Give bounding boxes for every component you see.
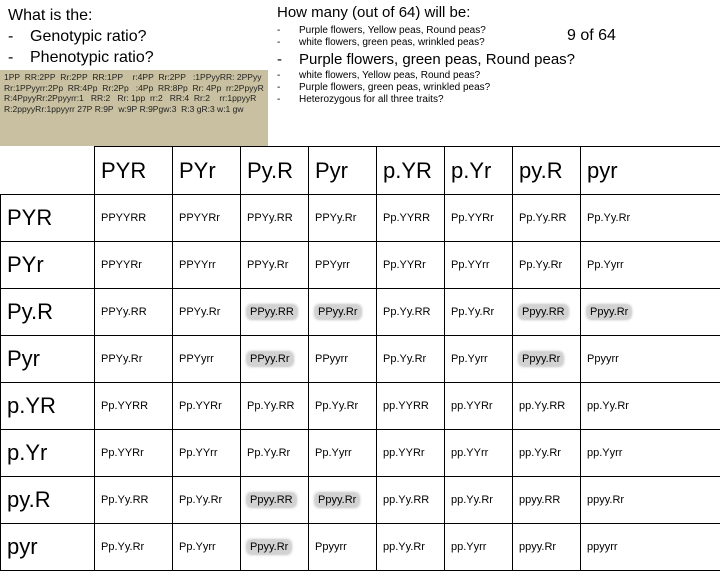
genotype-cell xyxy=(309,289,377,336)
genotype-text: Pp.Yy.RR xyxy=(519,212,566,224)
genotype-text: Pp.Yy.Rr xyxy=(451,306,494,318)
genotype-cell xyxy=(513,524,581,571)
question-genotypic xyxy=(8,27,147,47)
genotype-cell xyxy=(445,383,513,430)
genotype-cell xyxy=(377,524,445,571)
punnett-square xyxy=(0,146,720,540)
genotype-cell xyxy=(309,524,377,571)
genotype-cell xyxy=(95,524,173,571)
genotype-text: ppyy.Rr xyxy=(587,494,624,506)
count-bullet xyxy=(277,70,480,82)
table-row xyxy=(1,336,720,383)
punnett-table xyxy=(0,146,720,571)
genotype-cell xyxy=(581,336,720,383)
genotype-cell xyxy=(377,383,445,430)
genotype-cell xyxy=(95,336,173,383)
genotype-cell xyxy=(173,383,241,430)
bullet-text: Purple flowers, green peas, Round peas? xyxy=(299,51,575,68)
table-row xyxy=(1,242,720,289)
row-header: PYr xyxy=(1,242,95,289)
dash: - xyxy=(8,27,30,47)
genotype-cell xyxy=(241,195,309,242)
genotype-cell xyxy=(241,430,309,477)
row-header: pyr xyxy=(1,524,95,571)
genotype-text: Pp.Yy.Rr xyxy=(315,400,358,412)
question-text: Phenotypic ratio? xyxy=(30,49,154,66)
dash: - xyxy=(8,48,30,68)
dash: - xyxy=(277,70,299,82)
genotype-cell xyxy=(445,195,513,242)
genotype-cell xyxy=(513,336,581,383)
genotype-text: Pp.Yy.RR xyxy=(247,400,294,412)
genotype-text: PPYy.Rr xyxy=(315,212,356,224)
genotype-cell xyxy=(513,430,581,477)
bullet-text: Purple flowers, Yellow peas, Round peas? xyxy=(299,25,486,36)
genotype-text: ppyy.Rr xyxy=(519,541,556,553)
genotype-text: pp.Yyrr xyxy=(451,541,486,553)
score-label: 9 of 64 xyxy=(567,27,616,45)
genotype-text: Ppyy.Rr xyxy=(519,352,563,366)
table-row xyxy=(1,195,720,242)
genotype-cell xyxy=(581,383,720,430)
genotype-text: pp.YYrr xyxy=(451,447,488,459)
genotype-cell xyxy=(241,477,309,524)
genotype-text: ppyyrr xyxy=(587,541,618,553)
row-header: Pyr xyxy=(1,336,95,383)
genotype-text: Pp.Yy.Rr xyxy=(519,259,562,271)
genotype-text: PPYyrr xyxy=(315,259,350,271)
count-bullet xyxy=(277,94,444,106)
genotype-text: PPYYRr xyxy=(101,259,142,271)
dash: - xyxy=(277,94,299,106)
count-bullet xyxy=(277,82,490,94)
genotype-cell xyxy=(513,195,581,242)
table-row xyxy=(1,524,720,571)
genotype-text: PPYYRR xyxy=(101,212,146,224)
genotype-cell xyxy=(95,477,173,524)
genotype-cell xyxy=(445,336,513,383)
genotype-cell xyxy=(241,242,309,289)
genotype-text: PPyy.RR xyxy=(247,305,297,319)
genotype-cell xyxy=(513,383,581,430)
genotype-text: Pp.Yy.Rr xyxy=(179,494,222,506)
genotype-cell xyxy=(309,336,377,383)
row-header: Py.R xyxy=(1,289,95,336)
column-header: PYR xyxy=(95,147,173,195)
corner-cell xyxy=(1,147,95,195)
dash: - xyxy=(277,25,299,37)
genotype-text: pp.Yy.Rr xyxy=(383,541,425,553)
genotype-cell xyxy=(377,336,445,383)
column-header: py.R xyxy=(513,147,581,195)
genotype-text: PPYyrr xyxy=(179,353,214,365)
genotype-text: Ppyy.Rr xyxy=(315,493,359,507)
dash: - xyxy=(277,82,299,94)
genotype-cell xyxy=(241,524,309,571)
genotype-text: Ppyy.RR xyxy=(519,305,568,319)
genotype-text: PPYy.Rr xyxy=(179,306,220,318)
genotype-text: Pp.YYRr xyxy=(383,259,426,271)
genotype-text: Pp.Yyrr xyxy=(179,541,216,553)
column-header: Pyr xyxy=(309,147,377,195)
questions-title: What is the: xyxy=(8,6,92,26)
genotype-cell xyxy=(309,242,377,289)
genotype-text: pp.Yy.RR xyxy=(519,400,565,412)
count-bullet-highlight xyxy=(277,51,575,69)
genotype-cell xyxy=(445,289,513,336)
genotype-cell xyxy=(95,430,173,477)
genotype-cell xyxy=(173,242,241,289)
genotype-cell xyxy=(173,524,241,571)
genotype-text: pp.Yy.RR xyxy=(383,494,429,506)
ratio-answer-box: 1PP RR:2PP Rr:2PP RR:1PP r:4PP Rr:2PP :1PPyyRR: 2PPyyRr:1PPyyrr:2Pp RR:4Pp Rr:2Pp :4Pp RR:8Pp Rr: 4Pp rr:2PpyyRR:4PpyyRr:2Ppyyrr:1 RR:2 Rr: 1pp rr:2 RR:4 Rr:2 rr:1ppyyRR:2ppyyRr:1ppyyrr 27P R:9P w:9P R:9Pgw:3 R:3 gR:3 w:1 gw xyxy=(0,70,268,146)
genotype-cell xyxy=(377,430,445,477)
column-header: pyr xyxy=(581,147,720,195)
table-row xyxy=(1,383,720,430)
genotype-text: pp.YYRR xyxy=(383,400,429,412)
genotype-text: Pp.Yy.Rr xyxy=(247,447,290,459)
count-bullet xyxy=(277,37,485,49)
genotype-cell xyxy=(309,430,377,477)
table-row xyxy=(1,289,720,336)
genotype-cell xyxy=(581,524,720,571)
genotype-cell xyxy=(309,195,377,242)
genotype-text: PPYy.RR xyxy=(247,212,293,224)
genotype-cell xyxy=(95,383,173,430)
genotype-text: Ppyyrr xyxy=(315,541,347,553)
genotype-text: Pp.YYRR xyxy=(383,212,430,224)
genotype-text: Pp.YYrr xyxy=(451,259,490,271)
genotype-text: Ppyyrr xyxy=(587,353,619,365)
genotype-cell xyxy=(377,242,445,289)
genotype-text: Ppyy.RR xyxy=(247,493,296,507)
genotype-text: PPYy.RR xyxy=(101,306,147,318)
genotype-text: Pp.Yy.Rr xyxy=(587,212,630,224)
genotype-text: ppyy.RR xyxy=(519,494,560,506)
genotype-cell xyxy=(581,195,720,242)
genotype-cell xyxy=(309,383,377,430)
genotype-cell xyxy=(513,242,581,289)
column-header: PYr xyxy=(173,147,241,195)
genotype-cell xyxy=(445,430,513,477)
row-header: p.Yr xyxy=(1,430,95,477)
genotype-cell xyxy=(241,383,309,430)
genotype-text: Pp.Yyrr xyxy=(315,447,352,459)
genotype-cell xyxy=(173,289,241,336)
count-bullet xyxy=(277,25,486,37)
genotype-cell xyxy=(95,242,173,289)
genotype-cell xyxy=(581,477,720,524)
genotype-text: Ppyy.Rr xyxy=(587,305,631,319)
genotype-text: PPyy.Rr xyxy=(247,352,293,366)
genotype-cell xyxy=(581,242,720,289)
genotype-text: pp.Yy.Rr xyxy=(451,494,493,506)
genotype-cell xyxy=(377,195,445,242)
column-header: p.YR xyxy=(377,147,445,195)
genotype-text: Pp.YYRr xyxy=(101,447,144,459)
genotype-cell xyxy=(95,195,173,242)
genotype-cell xyxy=(309,477,377,524)
genotype-text: Pp.Yyrr xyxy=(451,353,488,365)
bullet-text: white flowers, Yellow peas, Round peas? xyxy=(299,70,480,81)
genotype-cell xyxy=(377,477,445,524)
genotype-text: PPYYRr xyxy=(179,212,220,224)
genotype-text: PPYy.Rr xyxy=(101,353,142,365)
genotype-cell xyxy=(445,524,513,571)
genotype-text: Pp.Yy.Rr xyxy=(383,353,426,365)
genotype-cell xyxy=(581,289,720,336)
bullet-text: Purple flowers, green peas, wrinkled peas? xyxy=(299,82,490,93)
count-question: How many (out of 64) will be: xyxy=(277,4,470,21)
row-header: PYR xyxy=(1,195,95,242)
genotype-cell xyxy=(95,289,173,336)
genotype-text: Pp.YYrr xyxy=(179,447,218,459)
genotype-text: PPYYrr xyxy=(179,259,216,271)
genotype-cell xyxy=(173,336,241,383)
genotype-text: Ppyy.Rr xyxy=(247,540,291,554)
genotype-cell xyxy=(445,242,513,289)
header-row xyxy=(1,147,720,195)
genotype-cell xyxy=(173,477,241,524)
genotype-text: Pp.Yy.Rr xyxy=(101,541,144,553)
genotype-text: Pp.Yy.RR xyxy=(101,494,148,506)
genotype-cell xyxy=(377,289,445,336)
genotype-text: Pp.YYRR xyxy=(101,400,148,412)
bullet-text: white flowers, green peas, wrinkled peas? xyxy=(299,37,485,48)
genotype-cell xyxy=(513,289,581,336)
genotype-text: Pp.YYRr xyxy=(179,400,222,412)
genotype-cell xyxy=(173,195,241,242)
genotype-cell xyxy=(445,477,513,524)
genotype-text: Pp.Yyrr xyxy=(587,259,624,271)
genotype-cell xyxy=(173,430,241,477)
row-header: py.R xyxy=(1,477,95,524)
genotype-cell xyxy=(513,477,581,524)
genotype-text: pp.YYRr xyxy=(451,400,493,412)
bullet-text: Heterozygous for all three traits? xyxy=(299,94,444,105)
genotype-text: pp.Yy.Rr xyxy=(587,400,629,412)
genotype-cell xyxy=(241,336,309,383)
genotype-text: PPyyrr xyxy=(315,353,348,365)
genotype-text: pp.Yyrr xyxy=(587,447,622,459)
genotype-cell xyxy=(241,289,309,336)
question-text: Genotypic ratio? xyxy=(30,28,147,45)
table-row xyxy=(1,477,720,524)
genotype-text: pp.YYRr xyxy=(383,447,425,459)
genotype-cell xyxy=(581,430,720,477)
dash: - xyxy=(277,51,299,69)
table-row xyxy=(1,430,720,477)
column-header: Py.R xyxy=(241,147,309,195)
genotype-text: Pp.YYRr xyxy=(451,212,494,224)
column-header: p.Yr xyxy=(445,147,513,195)
genotype-text: PPYy.Rr xyxy=(247,259,288,271)
row-header: p.YR xyxy=(1,383,95,430)
genotype-text: PPyy.Rr xyxy=(315,305,361,319)
dash: - xyxy=(277,37,299,49)
question-phenotypic xyxy=(8,48,154,68)
genotype-text: Pp.Yy.RR xyxy=(383,306,430,318)
genotype-text: pp.Yy.Rr xyxy=(519,447,561,459)
